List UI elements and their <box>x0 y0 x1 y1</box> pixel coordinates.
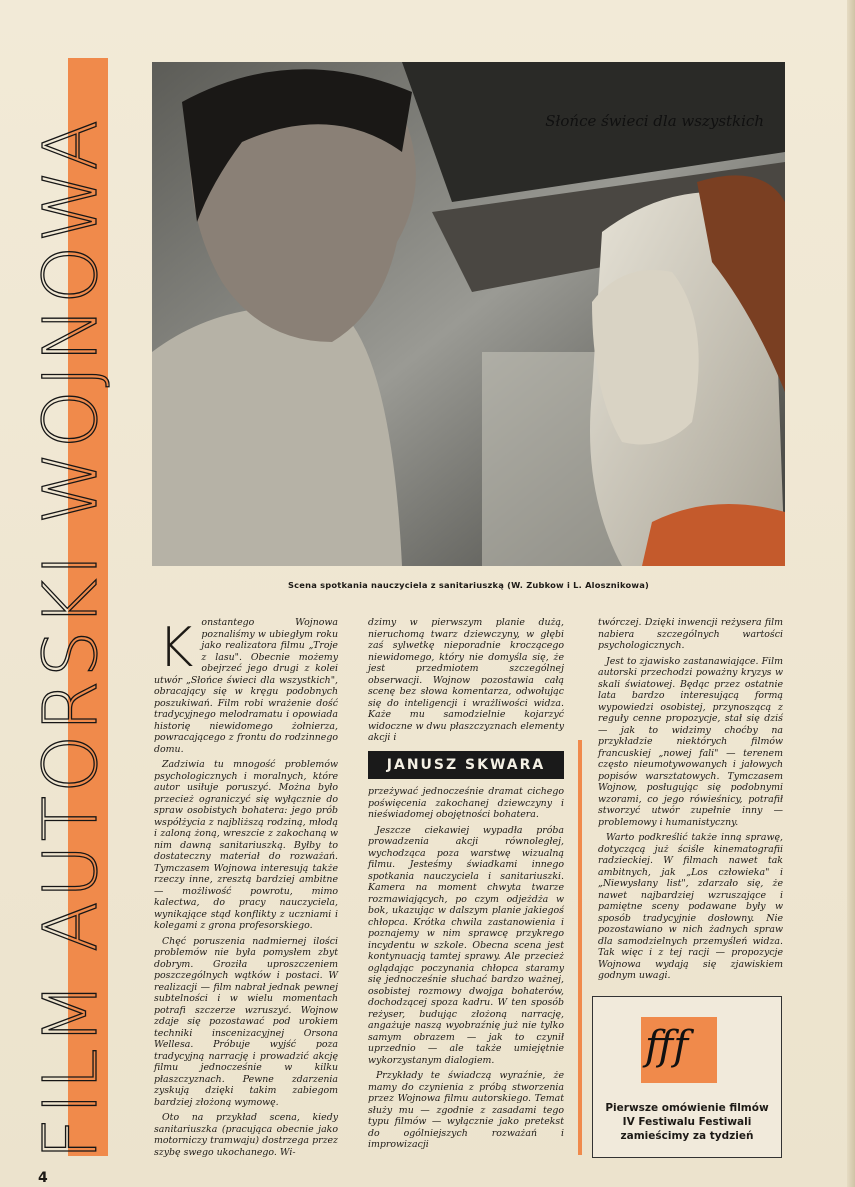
paragraph: Zadziwia tu mnogość problemów psychologicznych i moralnych, które autor usiłuje poruszyć. Można było przecież ograniczyć się wyłącznie do spraw osobistych bohatera: jego prób współżycia z najbliższą rodziną, młodą i zaloną żoną, wreszcie z zakochaną w nim dawną sanitariuszką. Byłby to dostateczny materiał do rozważań. Tymczasem Wojnowa interesują także rzeczy inne, zresztą bardziej ambitne — możliwość powrotu, mimo kalectwa, do pracy nauczyciela, wynikające stąd konflikty z uczniami i kolegami z grona profesorskiego. <box>154 759 338 931</box>
paragraph: dzimy w pierwszym planie dużą, nieruchomą twarz dziewczyny, w głębi zaś sylwetkę nieporadnie kroczącego niewidomego, który nie domyśla się, że jest przedmiotem szczególnej obserwacji. Wojnow pozostawia całą scenę bez słowa komentarza, odwołując się do inteligencji i wrażliwości widza. Każe mu samodzielnie kojarzyć widoczne w dwu płaszczyznach elementy akcji i <box>368 617 564 743</box>
paragraph: Warto podkreślić także inną sprawę, dotyczącą już ściśle kinematografii radzieckiej. W filmach nawet tak ambitnych, jak „Los człowieka" i „Niewysłany list", zdarzało się, że nawet najbardziej wzruszające i pamiętne sceny podawane były w sposób tradycyjnie dosłowny. Nie pozostawiano w nich żadnych spraw dla samodzielnych przemyśleń widza. Tak więc i z tej racji — propozycje Wojnowa wydają się zjawiskiem godnym uwagi. <box>598 832 783 981</box>
festival-notice-box <box>592 996 782 1158</box>
paragraph: Przykłady te świadczą wyraźnie, że mamy do czynienia z próbą stworzenia przez Wojnowa filmu autorskiego. Temat służy mu — zgodnie z zasadami tego typu filmów — wyłącznie jako pretekst do ogólniejszych rozważań i improwizacji <box>368 1070 564 1150</box>
festival-logo-text: fff <box>645 1023 689 1069</box>
dropcap: K <box>158 616 194 679</box>
paragraph: twórczej. Dzięki inwencji reżysera film nabiera szczególnych wartości psychologicznych. <box>598 617 783 651</box>
column-divider-rule <box>578 740 582 1155</box>
article-column-2-bottom <box>368 786 564 1155</box>
page-edge <box>847 0 855 1187</box>
film-still-photo <box>152 62 785 566</box>
photo-caption: Scena spotkania nauczyciela z sanitariuszką (W. Zubkow i L. Alosznikowa) <box>288 580 649 590</box>
festival-notice-text: Pierwsze omówienie filmów IV Festiwalu Festiwali zamieścimy za tydzień <box>605 1102 769 1142</box>
paragraph: onstantego Wojnowa poznaliśmy w ubiegłym roku jako realizatora filmu „Troje z lasu". Obecnie możemy obejrzeć jego drugi z kolei utwór „Słońce świeci dla wszystkich", obracający się w kręgu podobnych poszukiwań. Film robi wrażenie dość tradycyjnego melodramatu i opowiada historię niewidomego żołnierza, powracającego z frontu do rodzinnego domu. <box>154 617 338 755</box>
paragraph: Jeszcze ciekawiej wypadła próba prowadzenia akcji równoległej, wychodząca poza warstwę wizualną filmu. Jesteśmy świadkami innego spotkania nauczyciela i sanitariuszki. Kamera na moment chwyta twarze rozmawiających, po czym odjeżdża w bok, ukazując w dalszym planie jakiegoś chłopca. Krótka chwila zastanowienia i poznajemy w nim sprawcę przykrego incydentu w szkole. Obecna scena jest kontynuacją tamtej sprawy. Ale przecież oglądając poczynania chłopca staramy się jednocześnie słuchać bardzo ważnej, osobistej rozmowy dwojga bohaterów, dochodzącej spoza kadru. W ten sposób reżyser, budując złożoną narrację, angażuje naszą wyobraźnię już nie tylko samym obrazem — jak to czynił uprzednio — ale także umiejętnie wykorzystanym dialogiem. <box>368 824 564 1066</box>
vertical-title: FILM AUTORSKI WOJNOWA <box>28 116 114 1160</box>
article-column-1 <box>154 617 338 1162</box>
paragraph: Chęć poruszenia nadmiernej ilości problemów nie była pomysłem zbyt dobrym. Groziła uproszczeniem poszczególnych wątków i postaci. W realizacji — film nabrał jednak pewnej subtelności i w wielu momentach potrafi szczerze wzruszyć. Wojnow zdaje się pozostawać pod urokiem techniki inscenizacyjnej Orsona Wellesa. Próbuje wyjść poza tradycyjną narrację i prowadzić akcję filmu jednocześnie w kilku płaszczyznach. Pewne zdarzenia zyskują dzięki takim zabiegom bardziej złożoną wymowę. <box>154 935 338 1108</box>
film-title-caption: Słońce świeci dla wszystkich <box>545 112 764 130</box>
page-number: 4 <box>38 1170 48 1186</box>
paragraph: Jest to zjawisko zastanawiające. Film autorski przechodzi poważny kryzys w skali światowej. Będąc przez ostatnie lata bardzo interesującą formą wypowiedzi osobistej, przynoszącą z reguły cenne propozycje, stał się dziś — jak to widzimy choćby na przykładzie niektórych filmów francuskiej „nowej fali" — terenem często nieumotywowanych i jałowych popisów warsztatowych. Tymczasem Wojnow, posługując się podobnymi wzorami, co jego rówieśnicy, potrafił stworzyć utwór zupełnie inny — problemowy i humanistyczny. <box>598 655 783 828</box>
author-byline: JANUSZ SKWARA <box>368 751 564 779</box>
paragraph: Oto na przykład scena, kiedy sanitariuszka (pracująca obecnie jako motorniczy tramwaju) dostrzega przez szybę swego ukochanego. Wi- <box>154 1112 338 1158</box>
paragraph: przeżywać jednocześnie dramat cichego poświęcenia zakochanej dziewczyny i nieświadomej obojętności bohatera. <box>368 786 564 820</box>
photo-illustration <box>152 62 785 566</box>
festival-logo-icon <box>641 1017 717 1083</box>
article-column-2-top <box>368 617 564 748</box>
article-column-3 <box>598 617 783 986</box>
